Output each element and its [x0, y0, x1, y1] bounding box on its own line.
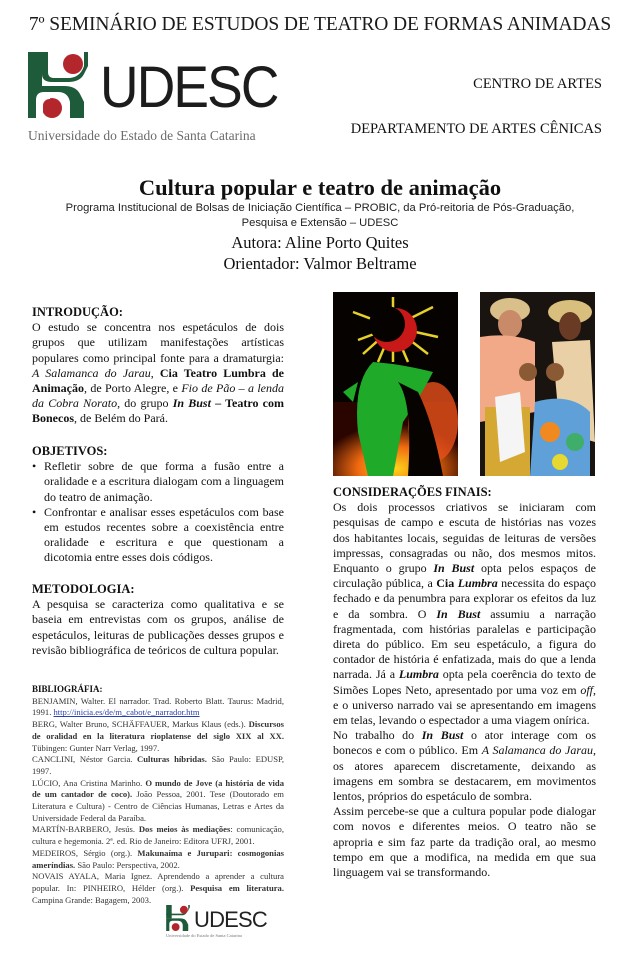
metodologia-heading: METODOLOGIA: — [32, 582, 135, 596]
list-item: • Confrontar e analisar esses espetáculos com base em estudos recentes sobre a coexistência entre oralidade e escritura e que questionam a dicotomia entre esses dois códigos. — [32, 505, 284, 566]
reference-item: NOVAIS AYALA, Maria Ignez. Aprendendo a aprender a cultura popular. In: PINHEIRO, Hélder (org.). Pesquisa em literatura. Campina Grande: Bagagem, 2003. — [32, 871, 284, 905]
centro-label: CENTRO DE ARTES — [473, 76, 602, 92]
introducao-text: O estudo se concentra nos espetáculos de dois grupos que utilizam manifestações artísticas populares como principal fonte para a dramaturgia: A Salamanca do Jarau, Cia Teatro Lumbra de Animação, de Porto Alegre, e Fio de Pão – a lenda da Cobra Norato, do grupo In Bust – Teatro com Bonecos, de Belém do Pará. — [32, 320, 284, 426]
consideracoes-paragraph-2: No trabalho do In Bust o ator interage com os bonecos e com o público. Em A Salamanca do Jarau, os atores aparecem discretamente, deixando as imagens em sombra se destacarem, em movimentos lentos, próprios do espetáculo de sombra. — [333, 728, 597, 804]
section-consideracoes-finais — [333, 485, 596, 880]
list-item: • Refletir sobre de que forma a fusão entre a oralidade e a escritura dialogam com a linguagem do teatro de animação. — [32, 459, 284, 505]
reference-item: CANCLINI, Néstor Garcia. Culturas híbridas. São Paulo: EDUSP, 1997. — [32, 754, 285, 776]
reference-item: MARTÍN-BARBERO, Jesús. Dos meios às mediações: comunicação, cultura e hegemonia. 2ª. ed. Rio de Janeiro: Editora UFRJ, 2001. — [32, 824, 284, 847]
consideracoes-paragraph-3: Assim percebe-se que a cultura popular pode dialogar com novos e diferentes meios. O teatro não se apropria e sim faz parte da tradição oral, ao mesmo tempo em que a modifica, na medida em que sua linguagem vai se transformando. — [333, 804, 596, 880]
footer-logo-wordmark: UDESC — [194, 907, 268, 932]
advisor-name: Orientador: Valmor Beltrame — [223, 254, 417, 273]
author-block — [0, 232, 640, 274]
program-info — [40, 201, 600, 231]
footer-logo-subtitle: Universidade do Estado de Santa Catarina — [166, 933, 242, 938]
section-bibliografia — [32, 684, 284, 906]
poster-title: Cultura popular e teatro de animação — [138, 175, 502, 200]
udesc-logo-mark-icon — [166, 905, 190, 931]
puppeteers-image-icon — [480, 292, 595, 476]
program-line-1: Programa Institucional de Bolsas de Iniciação Científica – PROBIC, da Pró-reitoria de Pós-Graduação, — [65, 202, 575, 214]
bibliografia-heading: BIBLIOGRÁFIA: — [32, 684, 103, 694]
reference-item: LÚCIO, Ana Cristina Marinho. O mundo de Jove (a história de vida de um cantador de coco). João Pessoa, 2001. Tese (Doutorado em Literatura e Cultura) - Centro de Ciências Humanas, Letras e Artes da Universidade Federal da Paraíba. — [32, 777, 285, 823]
footer-udesc-logo — [166, 905, 266, 945]
program-line-2: Pesquisa e Extensão – UDESC — [241, 217, 399, 229]
objetivos-heading: OBJETIVOS: — [32, 444, 108, 458]
shadow-theatre-image-icon — [333, 292, 458, 476]
logo-wordmark: UDESC — [100, 55, 278, 120]
udesc-logo-mark-icon — [28, 52, 88, 118]
section-introducao — [32, 305, 284, 427]
event-title: 7º SEMINÁRIO DE ESTUDOS DE TEATRO DE FORMAS ANIMADAS — [28, 14, 612, 35]
metodologia-text: A pesquisa se caracteriza como qualitativa e se baseia em entrevistas com os grupos, análise de espetáculos, leituras de publicações desses grupos e revisão bibliográfica de teóricos de cultura popular. — [32, 597, 284, 657]
photo-shadow-theatre — [333, 292, 458, 476]
reference-link[interactable]: http://inicia.es/de/m_cabot/e_narrador.htm — [53, 707, 200, 718]
reference-item: BENJAMIN, Walter. El narrador. Trad. Roberto Blatt. Taurus: Madrid, 1991. http://inicia.es/de/m_cabot/e_narrador.htm — [32, 695, 284, 718]
logo-subtitle: Universidade do Estado de Santa Catarina — [28, 128, 256, 143]
photo-puppeteers — [480, 292, 595, 476]
consideracoes-heading: CONSIDERAÇÕES FINAIS: — [333, 485, 492, 499]
departamento-label: DEPARTAMENTO DE ARTES CÊNICAS — [350, 121, 602, 137]
author-name: Autora: Aline Porto Quites — [231, 233, 409, 252]
reference-item: BERG, Walter Bruno, SCHÄFFAUER, Markus Klaus (eds.). Discursos de oralidad en la literatura rioplatense del siglo XIX al XX. Tübingen: Gunter Narr Verlag, 1997. — [32, 719, 284, 753]
section-objetivos — [32, 444, 284, 566]
objetivos-list — [32, 459, 284, 565]
udesc-logo — [28, 52, 278, 147]
section-metodologia — [32, 582, 284, 658]
consideracoes-paragraph-1: Os dois processos criativos se iniciaram com pesquisas de campo e escuta de histórias nas vozes dos habitantes locais, seguidas de leituras de versões impressas, consagradas ou não, dos mesmos mitos. Enquanto o grupo In Bust opta pelos espaços de circulação pública, a Cia Lumbra necessita do espaço fechado e da penumbra para explorar os efeitos da luz e da sombra. O In Bust assumiu a narração fragmentada, com histórias paralelas e participação direta do público. Em seu espetáculo, a figura do contador de história é enfatizada, mais do que a lenda narrada. Já a Lumbra opta pela coerência do texto de Simões Lopes Neto, apresentado por uma voz em off, e o universo narrado vai se apresentando em imagens em telas, levando o espectador a uma viagem onírica. — [333, 500, 597, 728]
reference-item: MEDEIROS, Sérgio (org.). Makunaíma e Jurupari: cosmogonias ameríndias. São Paulo: Perspectiva, 2002. — [32, 847, 284, 870]
introducao-heading: INTRODUÇÃO: — [32, 305, 123, 319]
